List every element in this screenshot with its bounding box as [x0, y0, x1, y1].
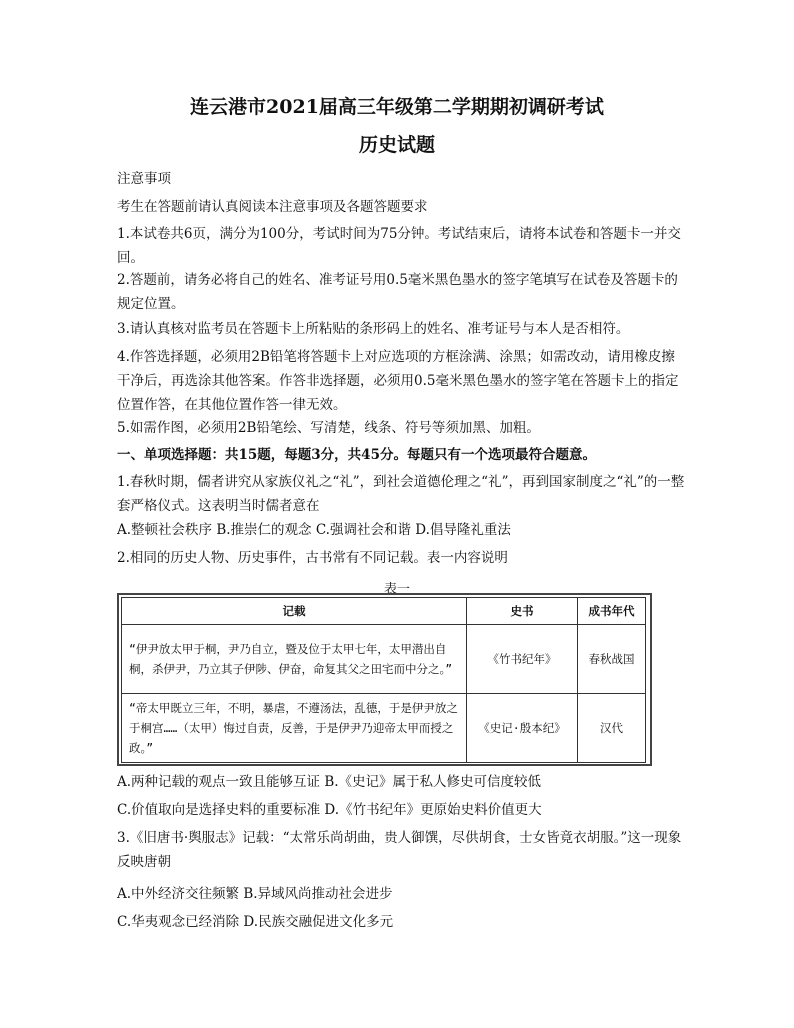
page-subtitle: 历史试题: [358, 134, 435, 156]
table-cell: 汉代: [578, 694, 646, 763]
note-item: 2.答题前，请务必将自己的姓名、准考证号用0.5毫米黑色墨水的签字笔填写在试卷及答题卡的规定位置。: [117, 272, 678, 312]
table-row: [122, 694, 646, 763]
table-header: 史书: [467, 598, 578, 625]
notes-heading: 注意事项: [117, 171, 171, 187]
table-header: 成书年代: [578, 598, 646, 625]
note-item: 5.如需作图，必须用2B铅笔绘、写清楚，线条、符号等须加黑、加粗。: [117, 420, 540, 436]
table-caption: 表一: [383, 582, 410, 597]
question-options: C.华夷观念已经消除 D.民族交融促进文化多元: [117, 914, 394, 930]
records-table: [121, 597, 646, 763]
question-stem: 2.相同的历史人物、历史事件，古书常有不同记载。表一内容说明: [117, 550, 508, 566]
question-options: A.中外经济交往频繁 B.异域风尚推动社会进步: [117, 886, 393, 902]
table-row: [122, 625, 646, 694]
note-item: 3.请认真核对监考员在答题卡上所粘贴的条形码上的姓名、准考证号与本人是否相符。: [117, 321, 630, 337]
question-options: C.价值取向是选择史料的重要标准 D.《竹书纪年》更原始史料价值更大: [117, 802, 542, 818]
note-item: 1.本试卷共6页，满分为100分，考试时间为75分钟。考试结束后，请将本试卷和答题卡一并交回。: [117, 226, 681, 266]
notes-intro: 考生在答题前请认真阅读本注意事项及各题答题要求: [117, 199, 428, 215]
table-cell: 春秋战国: [578, 625, 646, 694]
table-cell: 《竹书纪年》: [467, 625, 578, 694]
question-options: A.两种记载的观点一致且能够互证 B.《史记》属于私人修史可信度较低: [117, 774, 542, 790]
table-cell: “伊尹放太甲于桐，尹乃自立，暨及位于太甲七年，太甲潜出自桐，杀伊尹，乃立其子伊陟、伊奋，命复其父之田宅而中分之。”: [122, 625, 467, 694]
question-options: A.整顿社会秩序 B.推崇仁的观念 C.强调社会和谐 D.倡导隆礼重法: [117, 522, 511, 538]
question-stem: 3.《旧唐书·舆服志》记载：“太常乐尚胡曲，贵人御馔，尽供胡食，士女皆竟衣胡服。”这一现象反映唐朝: [117, 830, 682, 870]
table-cell: 《史记·殷本纪》: [467, 694, 578, 763]
table-cell: “帝太甲既立三年，不明，暴虐，不遵汤法，乱德，于是伊尹放之于桐宫……（太甲）悔过自责，反善，于是伊尹乃迎帝太甲而授之政。”: [122, 694, 467, 763]
table-header: 记载: [122, 598, 467, 625]
note-item: 4.作答选择题，必须用2B铅笔将答题卡上对应选项的方框涂满、涂黑；如需改动，请用橡皮擦干净后，再选涂其他答案。作答非选择题，必须用0.5毫米黑色墨水的签字笔在答题卡上的指定位置作答，在其他位置作答一律无效。: [117, 349, 679, 413]
question-stem: 1.春秋时期，儒者讲究从家族仪礼之“礼”，到社会道德伦理之“礼”，再到国家制度之“礼”的一整套严格仪式。这表明当时儒者意在: [117, 474, 685, 514]
page-title: 连云港市2021届高三年级第二学期期初调研考试: [190, 96, 604, 118]
section-heading: 一、单项选择题：共15题，每题3分，共45分。每题只有一个选项最符合题意。: [117, 447, 596, 463]
